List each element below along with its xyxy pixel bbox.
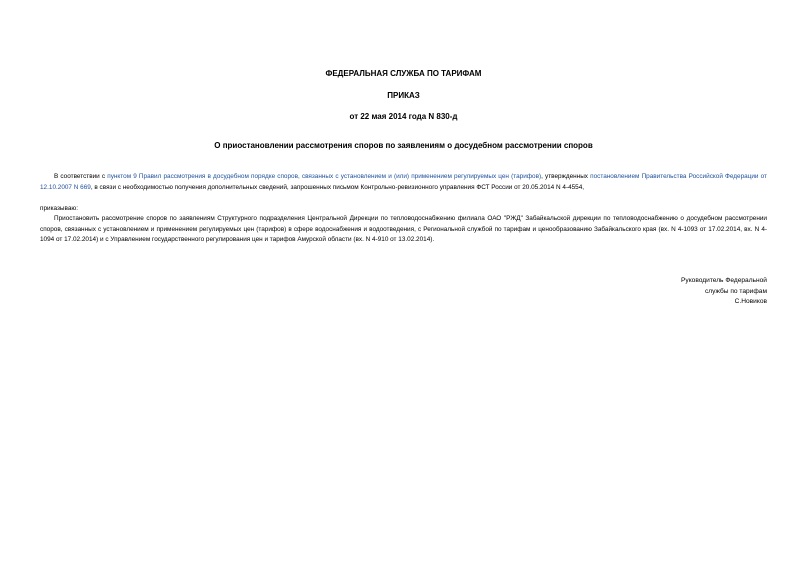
signature-position-line-1: Руководитель Федеральной	[681, 277, 767, 284]
preamble-text: В соответствии с	[54, 173, 108, 180]
document-title: О приостановлении рассмотрения споров по заявлениям о досудебном рассмотрении споров	[214, 141, 593, 150]
order-paragraph	[40, 214, 767, 246]
date-number-heading: от 22 мая 2014 года N 830-д	[349, 112, 458, 121]
agency-heading: ФЕДЕРАЛЬНАЯ СЛУЖБА ПО ТАРИФАМ	[325, 69, 482, 78]
preamble-paragraph	[40, 172, 767, 193]
doc-type-heading: ПРИКАЗ	[387, 91, 420, 100]
government-decree-link[interactable]: постановлением Правительства Российской Федерации от 12.10.2007 N 669	[40, 173, 767, 191]
signature-name: С.Новиков	[734, 298, 767, 305]
order-word: приказываю:	[40, 205, 78, 212]
signature-position-line-2: службы по тарифам	[704, 288, 767, 295]
rules-clause-link[interactable]: пунктом 9 Правил рассмотрения в досудебном порядке споров, связанных с установлением и (или) применением регулируемых цен (тарифов)	[107, 173, 542, 180]
preamble-text: , утвержденных	[541, 173, 591, 180]
preamble-text: , в связи с необходимостью получения дополнительных сведений, запрошенных письмом Контрольно-ревизионного управления ФСТ России от 20.05.2014 N 4-4554,	[90, 183, 585, 191]
order-text: Приостановить рассмотрение споров по заявлениям Структурного подразделения Центральной Дирекции по тепловодоснабжению филиала ОАО "РЖД" Забайкальской дирекции по тепловодоснабжению о досудебном рассмотрении споров, связанных с установлением и применением регулируемых цен (тарифов) в сфере водоснабжения и водоотведения, с Региональной службой по тарифам и ценообразованию Забайкальского края (вх. N 4-1093 от 17.02.2014, вх. N 4-1094 от 17.02.2014) и с Управлением государственного регулирования цен и тарифов Амурской области (вх. N 4-910 от 13.02.2014).	[40, 215, 767, 244]
